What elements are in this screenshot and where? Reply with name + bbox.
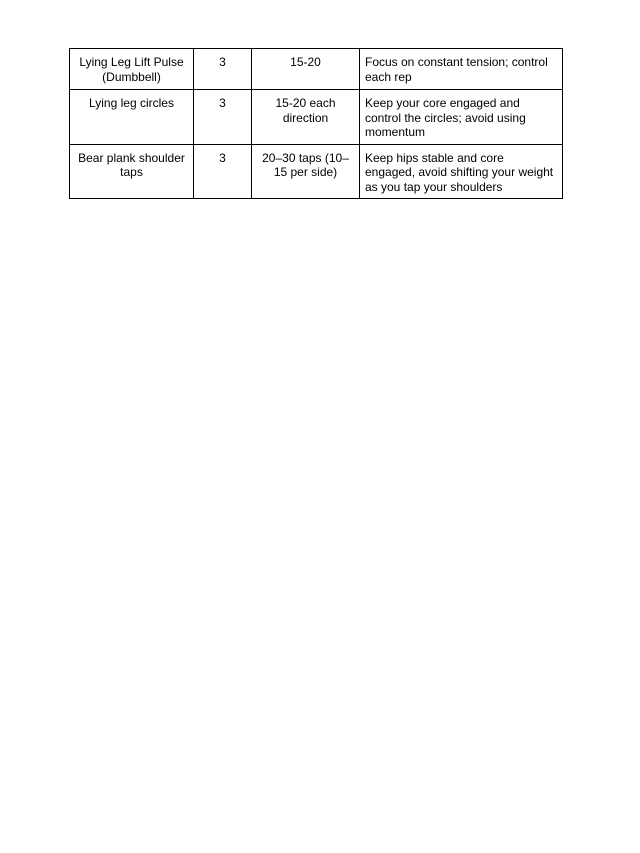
reps-cell: 15-20: [252, 49, 360, 90]
sets-cell: 3: [194, 144, 252, 199]
exercise-cell: Bear plank shoulder taps: [70, 144, 194, 199]
exercise-table: [69, 48, 563, 199]
notes-cell: Focus on constant tension; control each rep: [360, 49, 563, 90]
reps-cell: 20–30 taps (10–15 per side): [252, 144, 360, 199]
notes-cell: Keep hips stable and core engaged, avoid shifting your weight as you tap your shoulders: [360, 144, 563, 199]
exercise-cell: Lying leg circles: [70, 90, 194, 145]
notes-cell: Keep your core engaged and control the circles; avoid using momentum: [360, 90, 563, 145]
reps-cell: 15-20 each direction: [252, 90, 360, 145]
sets-cell: 3: [194, 90, 252, 145]
table-row: [70, 90, 563, 145]
table-row: [70, 144, 563, 199]
table-row: [70, 49, 563, 90]
exercise-cell: Lying Leg Lift Pulse (Dumbbell): [70, 49, 194, 90]
sets-cell: 3: [194, 49, 252, 90]
